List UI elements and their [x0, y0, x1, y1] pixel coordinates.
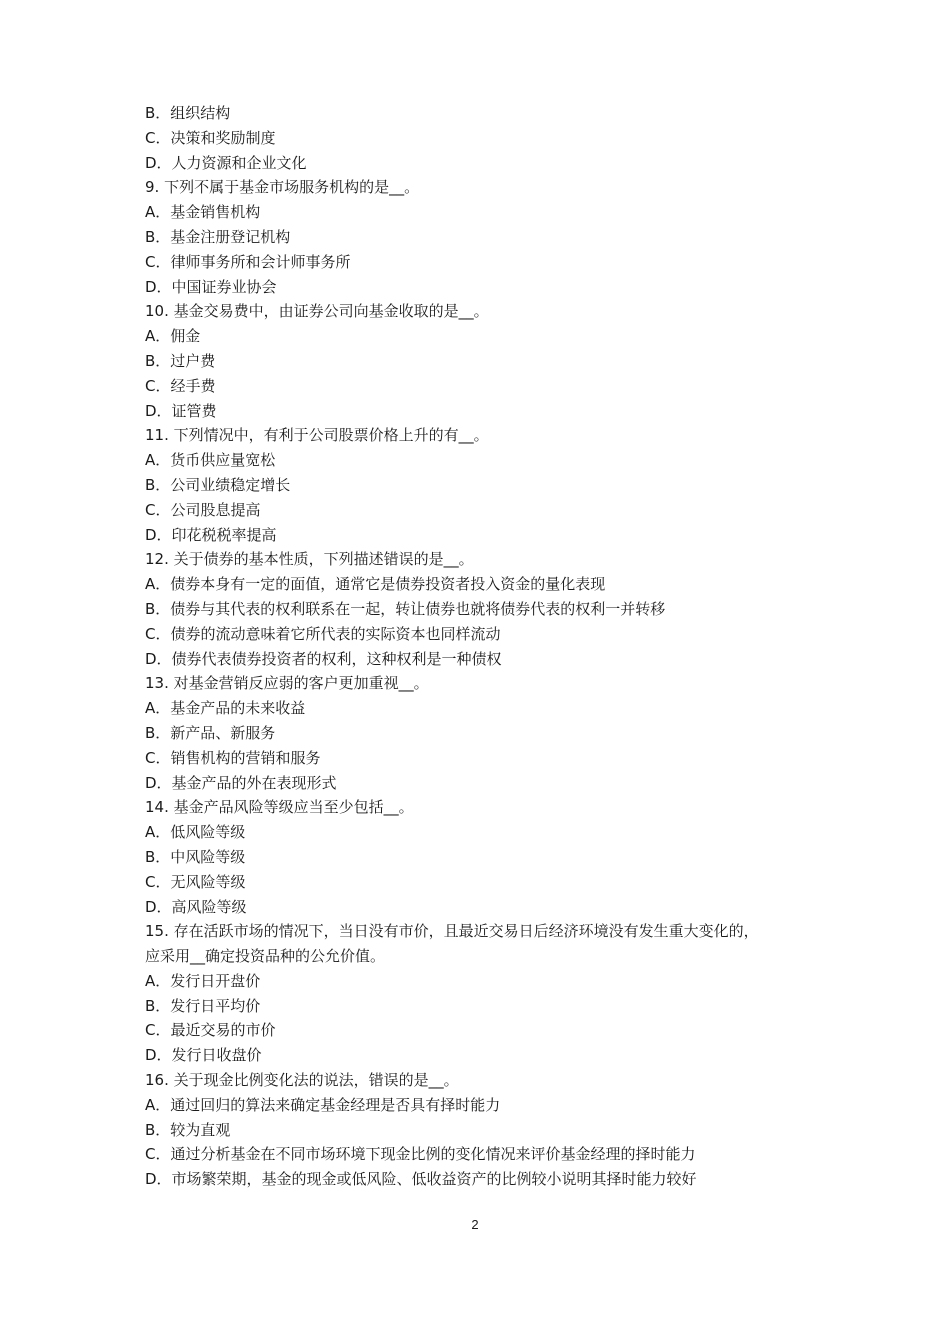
option-line: C．最近交易的市价 [145, 1021, 276, 1040]
option-line: B．基金注册登记机构 [145, 227, 291, 246]
option-line: D．证管费 [145, 401, 217, 420]
option-line: A．债券本身有一定的面值，通常它是债券投资者投入资金的量化表现 [145, 575, 606, 594]
question-13: 13. 对基金营销反应弱的客户更加重视__。 [145, 674, 429, 693]
option-line: C．公司股息提高 [145, 500, 261, 519]
option-line: B．新产品、新服务 [145, 723, 276, 742]
option-line: D．发行日收盘价 [145, 1046, 262, 1065]
option-line: C．经手费 [145, 376, 216, 395]
option-line: A．基金产品的未来收益 [145, 699, 306, 718]
question-9: 9. 下列不属于基金市场服务机构的是__。 [145, 178, 420, 197]
option-line: A．佣金 [145, 327, 201, 346]
option-line: D．印花税税率提高 [145, 525, 277, 544]
option-line: D．债券代表债券投资者的权利，这种权利是一种债权 [145, 649, 502, 668]
option-line: C．无风险等级 [145, 872, 246, 891]
option-line: B．发行日平均价 [145, 996, 261, 1015]
option-line: A．货币供应量宽松 [145, 451, 276, 470]
option-line: D．高风险等级 [145, 897, 247, 916]
question-list [145, 101, 825, 1192]
option-line: C．决策和奖励制度 [145, 128, 276, 147]
option-line: D．人力资源和企业文化 [145, 153, 307, 172]
option-line: C．债券的流动意味着它所代表的实际资本也同样流动 [145, 624, 501, 643]
option-line: B．公司业绩稳定增长 [145, 475, 291, 494]
option-line: B．过户费 [145, 351, 216, 370]
option-line: D．中国证券业协会 [145, 277, 277, 296]
question-11: 11. 下列情况中，有利于公司股票价格上升的有__。 [145, 426, 489, 445]
option-line: B．组织结构 [145, 104, 231, 122]
question-10: 10. 基金交易费中，由证券公司向基金收取的是__。 [145, 302, 489, 321]
question-16: 16. 关于现金比例变化法的说法，错误的是__。 [145, 1071, 459, 1090]
option-line: D．基金产品的外在表现形式 [145, 773, 337, 792]
option-line: A．通过回归的算法来确定基金经理是否具有择时能力 [145, 1095, 501, 1114]
option-line: A．低风险等级 [145, 823, 246, 842]
option-line: B．较为直观 [145, 1120, 231, 1139]
question-15-continued: 应采用__确定投资品种的公允价值。 [145, 947, 386, 966]
option-line: C．律师事务所和会计师事务所 [145, 252, 351, 271]
option-line: A．基金销售机构 [145, 203, 261, 222]
option-line: C．通过分析基金在不同市场环境下现金比例的变化情况来评价基金经理的择时能力 [145, 1145, 696, 1164]
option-line: B．中风险等级 [145, 847, 246, 866]
page-number: 2 [471, 1217, 479, 1232]
option-line: B．债券与其代表的权利联系在一起，转让债券也就将债券代表的权利一并转移 [145, 599, 666, 618]
question-14: 14. 基金产品风险等级应当至少包括__。 [145, 798, 414, 817]
question-15: 15. 存在活跃市场的情况下，当日没有市价，且最近交易日后经济环境没有发生重大变化的， [145, 922, 759, 941]
option-line: C．销售机构的营销和服务 [145, 748, 321, 767]
option-line: A．发行日开盘价 [145, 971, 261, 990]
option-line: D．市场繁荣期，基金的现金或低风险、低收益资产的比例较小说明其择时能力较好 [145, 1170, 697, 1189]
question-12: 12. 关于债券的基本性质，下列描述错误的是__。 [145, 550, 474, 569]
